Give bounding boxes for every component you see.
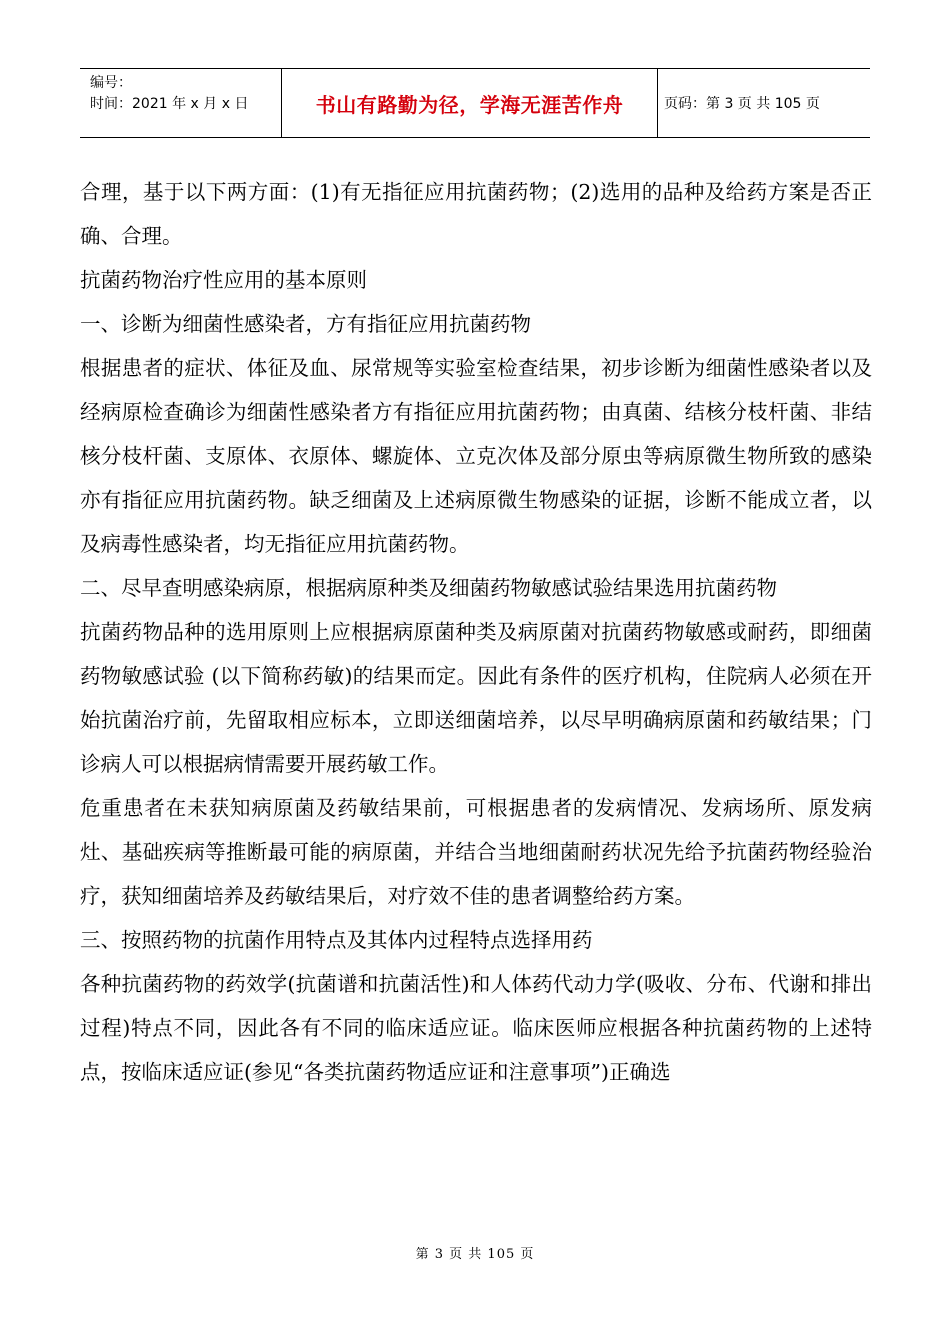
paragraph: 根据患者的症状、体征及血、尿常规等实验室检查结果，初步诊断为细菌性感染者以及经病原检查确诊为细菌性感染者方有指征应用抗菌药物；由真菌、结核分枝杆菌、非结核分枝杆菌、支原体、衣原体、螺旋体、立克次体及部分原虫等病原微生物所致的感染亦有指征应用抗菌药物。缺乏细菌及上述病原微生物感染的证据，诊断不能成立者，以及病毒性感染者，均无指征应用抗菌药物。: [80, 356, 872, 556]
document-code-label: 编号：: [90, 75, 132, 91]
section-heading: 三、按照药物的抗菌作用特点及其体内过程特点选择用药: [80, 928, 593, 952]
paragraph: 抗菌药物品种的选用原则上应根据病原菌种类及病原菌对抗菌药物敏感或耐药，即细菌药物敏感试验 (以下简称药敏)的结果而定。因此有条件的医疗机构，住院病人必须在开始抗菌治疗前，先留取相应标本，立即送细菌培养，以尽早明确病原菌和药敏结果；门诊病人可以根据病情需要开展药敏工作。: [80, 620, 872, 776]
paragraph: 各种抗菌药物的药效学(抗菌谱和抗菌活性)和人体药代动力学(吸收、分布、代谢和排出过程)特点不同，因此各有不同的临床适应证。临床医师应根据各种抗菌药物的上述特点，按临床适应证(参见“各类抗菌药物适应证和注意事项”)正确选: [80, 972, 872, 1084]
section-heading: 抗菌药物治疗性应用的基本原则: [80, 268, 367, 292]
section-heading: 一、诊断为细菌性感染者，方有指征应用抗菌药物: [80, 312, 531, 336]
section-heading: 二、尽早查明感染病原，根据病原种类及细菌药物敏感试验结果选用抗菌药物: [80, 576, 777, 600]
page-header: [80, 68, 870, 138]
paragraph: 合理，基于以下两方面：(1)有无指征应用抗菌药物；(2)选用的品种及给药方案是否正确、合理。: [80, 180, 872, 248]
page-footer: 第 3 页 共 105 页: [415, 1247, 535, 1262]
header-motto: 书山有路勤为径，学海无涯苦作舟: [282, 69, 658, 137]
paragraph: 危重患者在未获知病原菌及药敏结果前，可根据患者的发病情况、发病场所、原发病灶、基础疾病等推断最可能的病原菌，并结合当地细菌耐药状况先给予抗菌药物经验治疗，获知细菌培养及药敏结果后，对疗效不佳的患者调整给药方案。: [80, 796, 872, 908]
document-date-label: 时间：2021 年 x 月 x 日: [90, 96, 249, 112]
header-meta: [80, 69, 282, 137]
header-page-number: 页码：第 3 页 共 105 页: [664, 96, 820, 112]
body-text: [80, 170, 872, 1094]
